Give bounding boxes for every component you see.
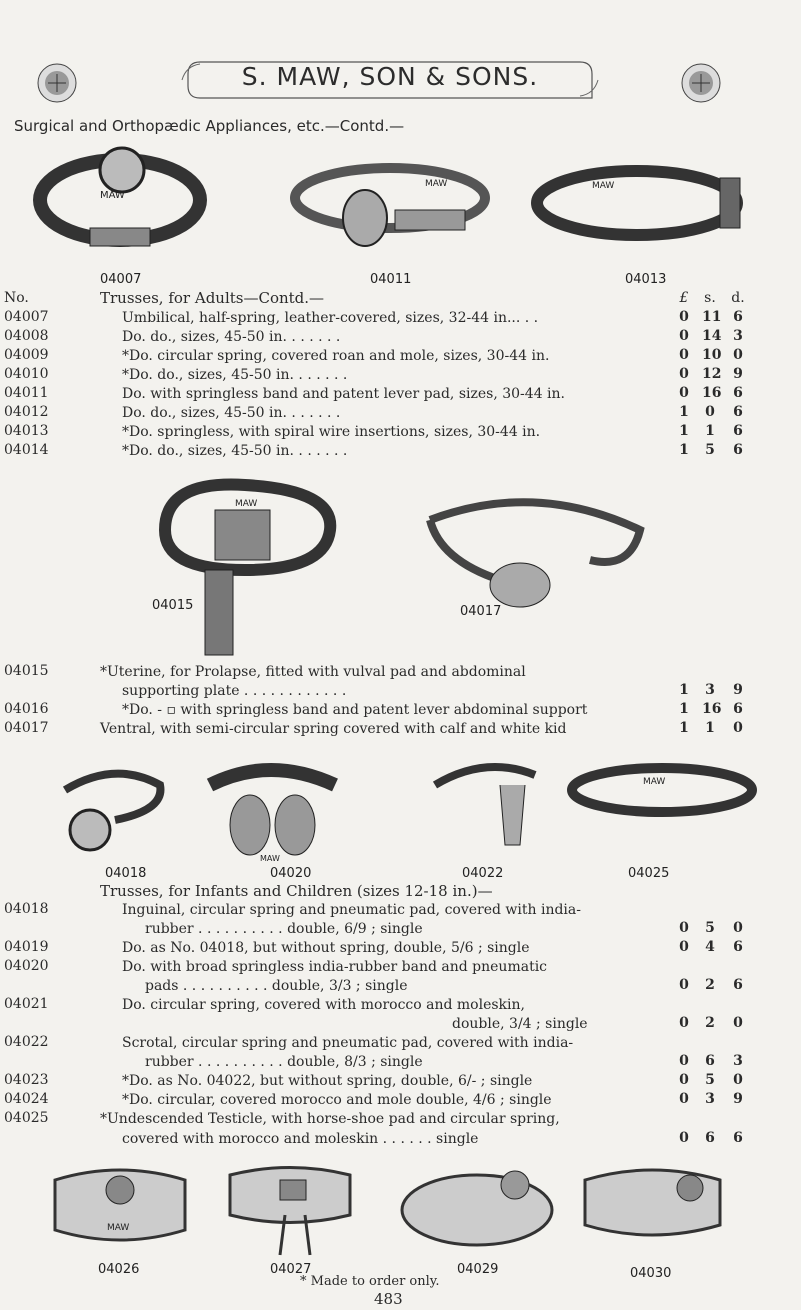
item-number: 04018 xyxy=(4,901,49,917)
truss-illustration-04018 xyxy=(55,760,170,865)
figure-label-04030: 04030 xyxy=(630,1266,672,1281)
maw-logo-04025: MAW xyxy=(643,777,666,787)
item-number: 04022 xyxy=(4,1034,49,1050)
price-pence: 0 xyxy=(733,920,743,936)
price-shillings: 2 xyxy=(705,1015,715,1031)
truss-illustration-04013 xyxy=(530,158,745,258)
price-shillings: 5 xyxy=(705,920,715,936)
item-description: *Undescended Testicle, with horse-shoe pad and circular spring, xyxy=(100,1111,560,1127)
price-pence: 6 xyxy=(733,701,743,717)
figure-label-04017: 04017 xyxy=(460,604,502,619)
price-pounds: 1 xyxy=(679,404,689,420)
price-pounds: 0 xyxy=(679,366,689,382)
price-shillings: 11 xyxy=(702,309,722,325)
item-number: 04017 xyxy=(4,720,49,736)
adults-heading: Trusses, for Adults—Contd.— xyxy=(100,289,325,307)
item-description: *Do. do., sizes, 45-50 in. . . . . . . xyxy=(122,367,348,383)
price-pence: 6 xyxy=(733,977,743,993)
section-subtitle: Surgical and Orthopædic Appliances, etc.—Contd.— xyxy=(14,117,405,135)
price-pounds: 0 xyxy=(679,1072,689,1088)
price-pounds: 0 xyxy=(679,1015,689,1031)
item-description: Inguinal, circular spring and pneumatic pad, covered with india- xyxy=(122,902,581,918)
price-pounds: 1 xyxy=(679,701,689,717)
price-shillings: 0 xyxy=(705,404,715,420)
price-shillings: 6 xyxy=(705,1053,715,1069)
price-pounds: 0 xyxy=(679,1091,689,1107)
figure-label-04025: 04025 xyxy=(628,866,670,881)
currency-pounds: £ xyxy=(679,290,689,306)
price-pence: 6 xyxy=(733,309,743,325)
item-number: 04008 xyxy=(4,328,49,344)
figure-label-04018: 04018 xyxy=(105,866,147,881)
item-number: 04013 xyxy=(4,423,49,439)
price-pounds: 1 xyxy=(679,682,689,698)
page-number: 483 xyxy=(374,1290,403,1308)
truss-illustration-04015 xyxy=(145,470,340,660)
item-description-cont: supporting plate . . . . . . . . . . . . xyxy=(122,683,347,699)
price-pounds: 0 xyxy=(679,1053,689,1069)
price-shillings: 3 xyxy=(705,1091,715,1107)
item-description-cont: rubber . . . . . . . . . . double, 8/3 ; single xyxy=(145,1054,423,1070)
price-pence: 0 xyxy=(733,347,743,363)
figure-label-04013: 04013 xyxy=(625,272,667,287)
item-description: Scrotal, circular spring and pneumatic pad, covered with india- xyxy=(122,1035,574,1051)
price-shillings: 12 xyxy=(702,366,722,382)
price-pounds: 0 xyxy=(679,920,689,936)
price-pence: 6 xyxy=(733,1130,743,1146)
column-heading-no: No. xyxy=(4,290,29,306)
item-number: 04015 xyxy=(4,663,49,679)
item-number: 04016 xyxy=(4,701,49,717)
maw-logo-04015: MAW xyxy=(235,499,258,509)
price-pence: 3 xyxy=(733,328,743,344)
figure-label-04011: 04011 xyxy=(370,272,412,287)
truss-illustration-04027 xyxy=(220,1160,360,1260)
price-pounds: 0 xyxy=(679,939,689,955)
firm-name: S. MAW, SON & SONS. xyxy=(241,62,539,91)
item-number: 04012 xyxy=(4,404,49,420)
price-shillings: 1 xyxy=(705,720,715,736)
price-pounds: 1 xyxy=(679,720,689,736)
maw-logo-04026: MAW xyxy=(107,1223,130,1233)
price-pounds: 1 xyxy=(679,423,689,439)
footnote: * Made to order only. xyxy=(300,1274,440,1289)
price-shillings: 10 xyxy=(702,347,722,363)
item-description-cont: covered with morocco and moleskin . . . . . . single xyxy=(122,1131,479,1147)
price-pence: 9 xyxy=(733,366,743,382)
maw-logo-04020: MAW xyxy=(260,854,280,863)
price-shillings: 1 xyxy=(705,423,715,439)
price-pence: 6 xyxy=(733,404,743,420)
price-shillings: 5 xyxy=(705,442,715,458)
price-pence: 0 xyxy=(733,1072,743,1088)
item-number: 04010 xyxy=(4,366,49,382)
truss-illustration-04025 xyxy=(565,760,760,825)
item-number: 04025 xyxy=(4,1110,49,1126)
item-description: Do. with springless band and patent lever pad, sizes, 30-44 in. xyxy=(122,386,565,402)
price-shillings: 3 xyxy=(705,682,715,698)
infants-heading: Trusses, for Infants and Children (sizes 12-18 in.)— xyxy=(100,882,493,900)
price-pence: 9 xyxy=(733,1091,743,1107)
royal-seal-left-icon xyxy=(36,62,78,104)
item-description: *Do. as No. 04022, but without spring, double, 6/- ; single xyxy=(122,1073,533,1089)
price-pence: 6 xyxy=(733,423,743,439)
maw-logo-04011: MAW xyxy=(425,179,448,189)
maw-logo-04013: MAW xyxy=(592,181,615,191)
price-shillings: 16 xyxy=(702,701,722,717)
truss-illustration-04030 xyxy=(575,1160,730,1250)
truss-illustration-04020 xyxy=(200,755,345,865)
item-description: Do. as No. 04018, but without spring, double, 5/6 ; single xyxy=(122,940,530,956)
price-pence: 9 xyxy=(733,682,743,698)
item-number: 04021 xyxy=(4,996,49,1012)
item-description: Ventral, with semi-circular spring covered with calf and white kid xyxy=(100,721,567,737)
maw-logo-04007: MAW xyxy=(100,190,125,201)
item-number: 04014 xyxy=(4,442,49,458)
item-description-cont: pads . . . . . . . . . . double, 3/3 ; single xyxy=(145,978,408,994)
item-description: Do. do., sizes, 45-50 in. . . . . . . xyxy=(122,405,341,421)
price-shillings: 14 xyxy=(702,328,722,344)
item-description-cont: rubber . . . . . . . . . . double, 6/9 ; single xyxy=(145,921,423,937)
price-pounds: 0 xyxy=(679,328,689,344)
item-number: 04020 xyxy=(4,958,49,974)
item-number: 04023 xyxy=(4,1072,49,1088)
item-description: *Do. - ▫ with springless band and patent lever abdominal support xyxy=(122,702,588,718)
price-pence: 0 xyxy=(733,720,743,736)
figure-label-04007: 04007 xyxy=(100,272,142,287)
price-pounds: 0 xyxy=(679,347,689,363)
truss-illustration-04022 xyxy=(425,755,545,855)
truss-illustration-04011 xyxy=(285,148,495,268)
price-shillings: 16 xyxy=(702,385,722,401)
figure-label-04029: 04029 xyxy=(457,1262,499,1277)
price-pence: 6 xyxy=(733,385,743,401)
figure-label-04026: 04026 xyxy=(98,1262,140,1277)
figure-label-04022: 04022 xyxy=(462,866,504,881)
currency-pence: d. xyxy=(731,290,745,306)
price-pence: 3 xyxy=(733,1053,743,1069)
item-number: 04007 xyxy=(4,309,49,325)
item-description: Umbilical, half-spring, leather-covered, sizes, 32-44 in... . . xyxy=(122,310,539,326)
item-description: Do. circular spring, covered with morocco and moleskin, xyxy=(122,997,525,1013)
item-description: *Uterine, for Prolapse, fitted with vulval pad and abdominal xyxy=(100,664,526,680)
item-description: *Do. circular, covered morocco and mole double, 4/6 ; single xyxy=(122,1092,552,1108)
price-shillings: 6 xyxy=(705,1130,715,1146)
truss-illustration-04007 xyxy=(30,140,210,268)
truss-illustration-04029 xyxy=(395,1160,560,1255)
currency-shillings: s. xyxy=(704,290,716,306)
item-description: Do. with broad springless india-rubber band and pneumatic xyxy=(122,959,548,975)
item-number: 04011 xyxy=(4,385,49,401)
price-shillings: 5 xyxy=(705,1072,715,1088)
price-pounds: 0 xyxy=(679,309,689,325)
price-pence: 6 xyxy=(733,939,743,955)
truss-illustration-04017 xyxy=(420,490,650,620)
price-shillings: 4 xyxy=(705,939,715,955)
price-pounds: 0 xyxy=(679,1130,689,1146)
figure-label-04015: 04015 xyxy=(152,598,194,613)
price-pounds: 0 xyxy=(679,977,689,993)
item-number: 04024 xyxy=(4,1091,49,1107)
truss-illustration-04026 xyxy=(45,1160,195,1250)
item-description: Do. do., sizes, 45-50 in. . . . . . . xyxy=(122,329,341,345)
item-description: *Do. do., sizes, 45-50 in. . . . . . . xyxy=(122,443,348,459)
price-pounds: 1 xyxy=(679,442,689,458)
price-pence: 6 xyxy=(733,442,743,458)
item-number: 04009 xyxy=(4,347,49,363)
item-number: 04019 xyxy=(4,939,49,955)
price-pounds: 0 xyxy=(679,385,689,401)
royal-seal-right-icon xyxy=(680,62,722,104)
price-pence: 0 xyxy=(733,1015,743,1031)
price-shillings: 2 xyxy=(705,977,715,993)
item-description: *Do. circular spring, covered roan and mole, sizes, 30-44 in. xyxy=(122,348,550,364)
item-description: *Do. springless, with spiral wire insertions, sizes, 30-44 in. xyxy=(122,424,541,440)
figure-label-04027: 04027 xyxy=(270,1262,312,1277)
figure-label-04020: 04020 xyxy=(270,866,312,881)
item-description-cont: double, 3/4 ; single xyxy=(452,1016,588,1032)
